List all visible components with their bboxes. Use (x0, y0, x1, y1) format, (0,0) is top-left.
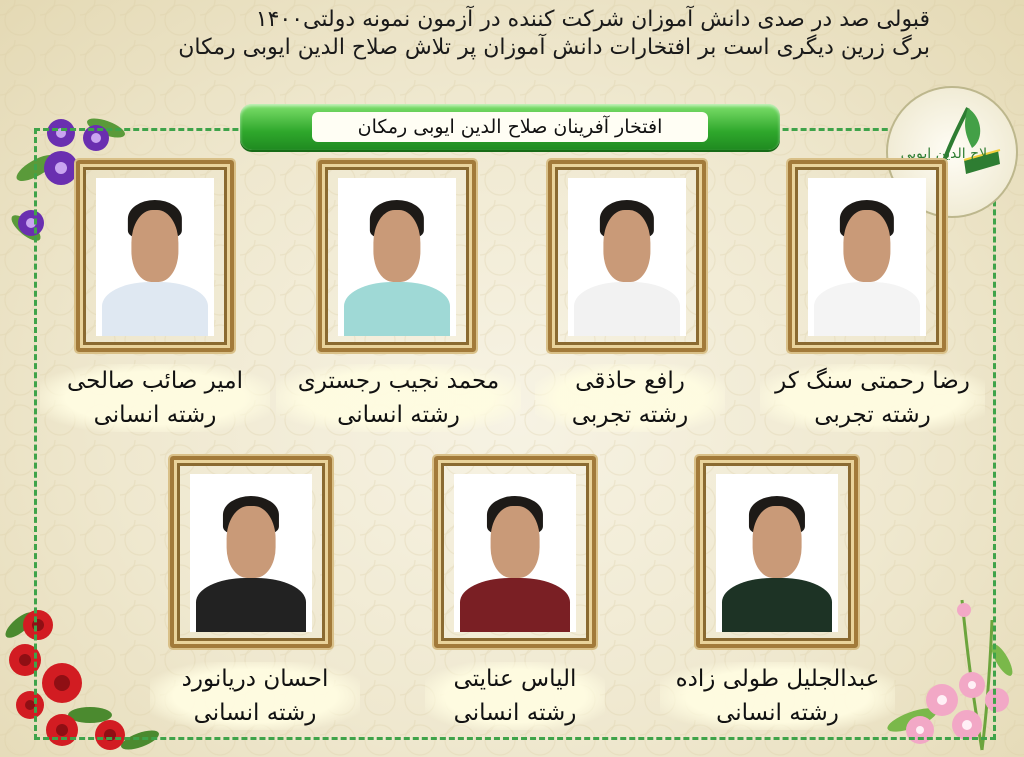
student-photo-2 (318, 160, 476, 352)
student-name: الیاس عنایتی (453, 666, 577, 692)
student-1-shirt (102, 282, 208, 336)
student-photo-7 (696, 456, 858, 648)
student-caption-2 (276, 364, 521, 432)
student-caption-1 (40, 364, 270, 432)
student-field: رشته تجربی (814, 402, 931, 428)
student-caption-3 (535, 364, 725, 432)
student-2-shirt (344, 282, 450, 336)
student-photo-4 (788, 160, 946, 352)
student-caption-7 (660, 662, 895, 730)
student-field: رشته انسانی (453, 700, 577, 726)
student-7-shirt (722, 578, 832, 632)
student-caption-5 (150, 662, 360, 730)
student-name: محمد نجیب رجستری (297, 368, 500, 394)
student-field: رشته انسانی (93, 402, 217, 428)
student-name: رافع حاذقی (575, 368, 685, 394)
student-name: امیر صائب صالحی (66, 368, 244, 394)
header-line-2: برگ زرین دیگری است بر افتخارات دانش آموزان پر تلاش صلاح الدین ایوبی رمکان (178, 35, 930, 60)
student-field: رشته انسانی (716, 700, 839, 726)
student-field: رشته تجربی (571, 402, 689, 428)
student-6-shirt (460, 578, 570, 632)
banner-title: افتخار آفرینان صلاح الدین ایوبی رمکان (312, 112, 708, 142)
student-photo-3 (548, 160, 706, 352)
student-5-shirt (196, 578, 306, 632)
student-photo-1 (76, 160, 234, 352)
student-name: عبدالجلیل طولی زاده (675, 666, 880, 692)
student-name: رضا رحمتی سنگ کر (775, 368, 970, 394)
student-name: احسان دریانورد (181, 666, 329, 692)
title-banner (240, 104, 780, 150)
student-4-shirt (814, 282, 920, 336)
header-text (80, 6, 930, 62)
student-field: رشته انسانی (337, 402, 460, 428)
student-3-shirt (574, 282, 680, 336)
header-line-1: قبولی صد در صدی دانش آموزان شرکت کننده در آزمون نمونه دولتی۱۴۰۰ (255, 7, 930, 32)
student-field: رشته انسانی (193, 700, 317, 726)
student-caption-4 (760, 364, 985, 432)
student-caption-6 (425, 662, 605, 730)
student-photo-6 (434, 456, 596, 648)
logo-text: صلاح الدین ایوبی (900, 146, 1000, 162)
student-photo-5 (170, 456, 332, 648)
